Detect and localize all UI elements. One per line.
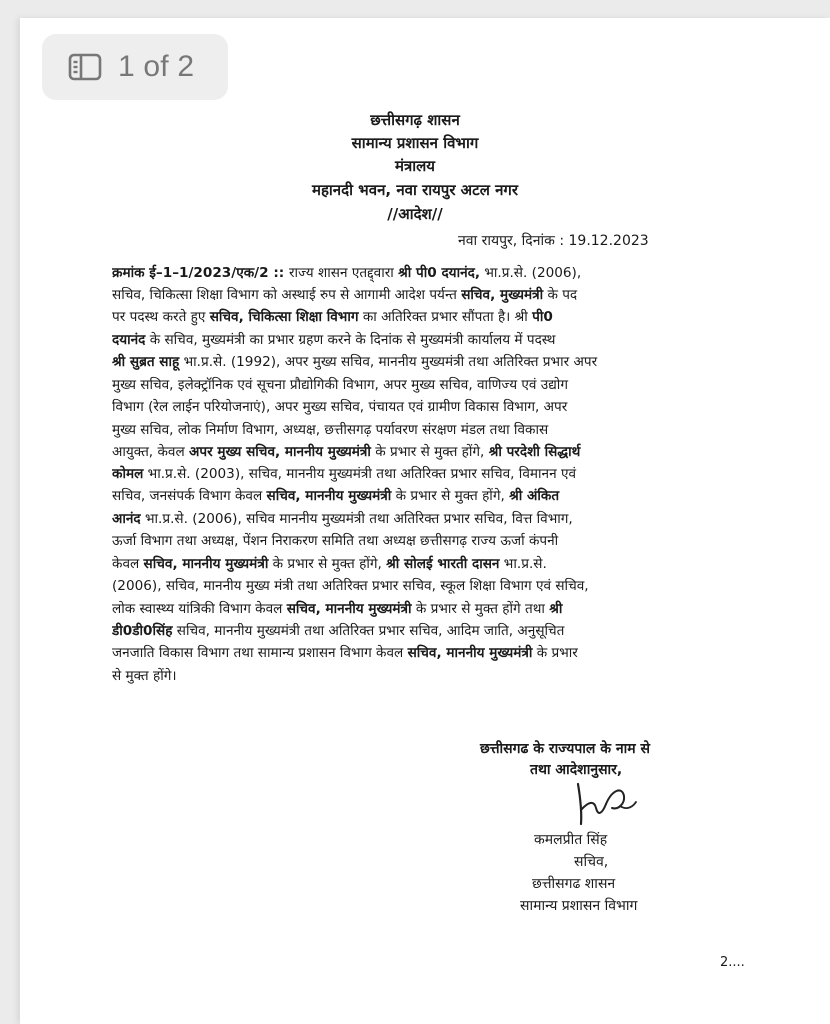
body-text: से मुक्त होंगे। — [112, 668, 177, 684]
body-line — [112, 352, 723, 372]
signatory-government: छत्तीसगढ शासन — [532, 876, 616, 892]
signatory-name: कमलप्रीत सिंह — [534, 832, 608, 848]
body-line — [112, 375, 723, 395]
signatory-designation: सचिव, — [574, 854, 609, 870]
body-text: मुख्य सचिव, इलेक्ट्रॉनिक एवं सूचना प्रौद्योगिकी विभाग, अपर मुख्य सचिव, वाणिज्य एवं उद्योग — [112, 377, 568, 393]
body-line — [112, 509, 723, 529]
body-text: के प्रभार से मुक्त होंगे, — [370, 444, 489, 460]
body-emphasis: श्री परदेशी सिद्धार्थ — [488, 444, 581, 460]
body-line — [112, 285, 723, 305]
signature-line-2: तथा आदेशानुसार, — [530, 762, 623, 778]
sidebar-toggle-icon[interactable] — [68, 53, 102, 81]
body-line — [112, 531, 723, 551]
body-emphasis: श्री पी0 दयानंद, — [398, 265, 481, 281]
body-line — [112, 464, 723, 484]
body-text: ऊर्जा विभाग तथा अध्यक्ष, पेंशन निराकरण समिति तथा अध्यक्ष छत्तीसगढ़ राज्य ऊर्जा कंपनी — [112, 533, 559, 549]
header-ministry: मंत्रालय — [394, 157, 435, 175]
body-text: (2006), सचिव, माननीय मुख्य मंत्री तथा अतिरिक्त प्रभार सचिव, स्कूल शिक्षा विभाग एवं सचिव, — [112, 578, 589, 594]
body-emphasis: अपर मुख्य सचिव, माननीय मुख्यमंत्री — [189, 444, 371, 460]
signature-line-1: छत्तीसगढ के राज्यपाल के नाम से — [480, 741, 650, 757]
body-text: भा.प्र.से. — [499, 556, 547, 572]
body-line — [112, 420, 723, 440]
body-emphasis: पी0 — [532, 309, 553, 325]
body-emphasis: श्री अंकित — [509, 488, 560, 504]
page-indicator[interactable] — [42, 34, 228, 100]
body-emphasis: सचिव, माननीय मुख्यमंत्री — [286, 601, 412, 617]
signatory-department: सामान्य प्रशासन विभाग — [520, 898, 638, 914]
body-text: राज्य शासन एतद्द्वारा — [288, 265, 399, 281]
body-emphasis: श्री — [549, 601, 563, 617]
body-emphasis: श्री सुब्रत साहू — [112, 354, 180, 370]
body-text: विभाग (रेल लाईन परियोजनाएं), अपर मुख्य सचिव, पंचायत एवं ग्रामीण विकास विभाग, अपर — [112, 399, 568, 415]
body-line — [112, 576, 723, 596]
body-text: के प्रभार से मुक्त होंगे, — [268, 556, 387, 572]
date-line: नवा रायपुर, दिनांक : 19.12.2023 — [458, 233, 649, 249]
body-text: के पद — [543, 287, 578, 303]
body-text: भा.प्र.से. (2006), सचिव माननीय मुख्यमंत्री तथा अतिरिक्त प्रभार सचिव, वित्त विभाग, — [140, 511, 573, 527]
body-emphasis: सचिव, माननीय मुख्यमंत्री — [143, 556, 269, 572]
body-line — [112, 486, 723, 506]
header-department: सामान्य प्रशासन विभाग — [351, 134, 479, 152]
body-emphasis: आनंद — [112, 511, 141, 527]
body-line — [112, 307, 723, 327]
body-text: के प्रभार से मुक्त होंगे तथा — [411, 601, 550, 617]
body-text: भा.प्र.से. (2003), सचिव, माननीय मुख्यमंत्री तथा अतिरिक्त प्रभार सचिव, विमानन एवं — [143, 466, 577, 482]
body-line — [112, 263, 723, 283]
body-text: जनजाति विकास विभाग तथा सामान्य प्रशासन विभाग केवल — [112, 645, 408, 661]
body-text: पर पदस्थ करते हुए — [112, 309, 210, 325]
body-text: मुख्य सचिव, लोक निर्माण विभाग, अध्यक्ष, छत्तीसगढ़ पर्यावरण संरक्षण मंडल तथा विकास — [112, 422, 549, 438]
header-order-title: //आदेश// — [387, 205, 443, 223]
body-emphasis: श्री सोलई भारती दासन — [386, 556, 500, 572]
body-text: केवल — [112, 556, 144, 572]
body-text: का अतिरिक्त प्रभार सौंपता है। श्री — [358, 309, 533, 325]
handwritten-signature — [572, 780, 644, 830]
body-line — [112, 554, 723, 574]
body-emphasis: सचिव, मुख्यमंत्री — [461, 287, 544, 303]
body-text: के प्रभार से मुक्त होंगे, — [391, 488, 510, 504]
body-line — [112, 621, 723, 641]
body-emphasis: दयानंद — [112, 332, 146, 348]
body-text: के सचिव, मुख्यमंत्री का प्रभार ग्रहण करने के दिनांक से मुख्यमंत्री कार्यालय में पदस्थ — [145, 332, 556, 348]
body-text: भा.प्र.से. (1992), अपर मुख्य सचिव, माननीय मुख्यमंत्री तथा अतिरिक्त प्रभार अपर — [179, 354, 598, 370]
body-emphasis: कोमल — [112, 466, 144, 482]
body-line — [112, 599, 723, 619]
body-text: आयुक्त, केवल — [112, 444, 189, 460]
body-emphasis: क्रमांक ई–1–1/2023/एक/2 :: — [112, 265, 289, 281]
body-emphasis: सचिव, माननीय मुख्यमंत्री — [266, 488, 392, 504]
body-line — [112, 330, 723, 350]
body-line — [112, 643, 723, 663]
body-emphasis: सचिव, माननीय मुख्यमंत्री — [407, 645, 533, 661]
header-address: महानदी भवन, नवा रायपुर अटल नगर — [311, 181, 519, 199]
body-line — [112, 666, 723, 686]
header-state: छत्तीसगढ़ शासन — [370, 111, 460, 129]
body-line — [112, 442, 723, 462]
body-emphasis: डी0डी0सिंह — [112, 623, 173, 639]
body-text: के प्रभार — [532, 645, 578, 661]
body-text: सचिव, चिकित्सा शिक्षा विभाग को अस्थाई रुप से आगामी आदेश पर्यन्त — [112, 287, 462, 303]
body-line — [112, 397, 723, 417]
body-text: सचिव, जनसंपर्क विभाग केवल — [112, 488, 267, 504]
body-text: भा.प्र.से. (2006), — [480, 265, 582, 281]
page-number: 2.... — [720, 955, 745, 970]
body-emphasis: सचिव, चिकित्सा शिक्षा विभाग — [209, 309, 359, 325]
body-text: लोक स्वास्थ्य यांत्रिकी विभाग केवल — [112, 601, 287, 617]
body-text: सचिव, माननीय मुख्यमंत्री तथा अतिरिक्त प्रभार सचिव, आदिम जाति, अनुसूचित — [172, 623, 565, 639]
page-indicator-label: 1 of 2 — [118, 50, 195, 83]
